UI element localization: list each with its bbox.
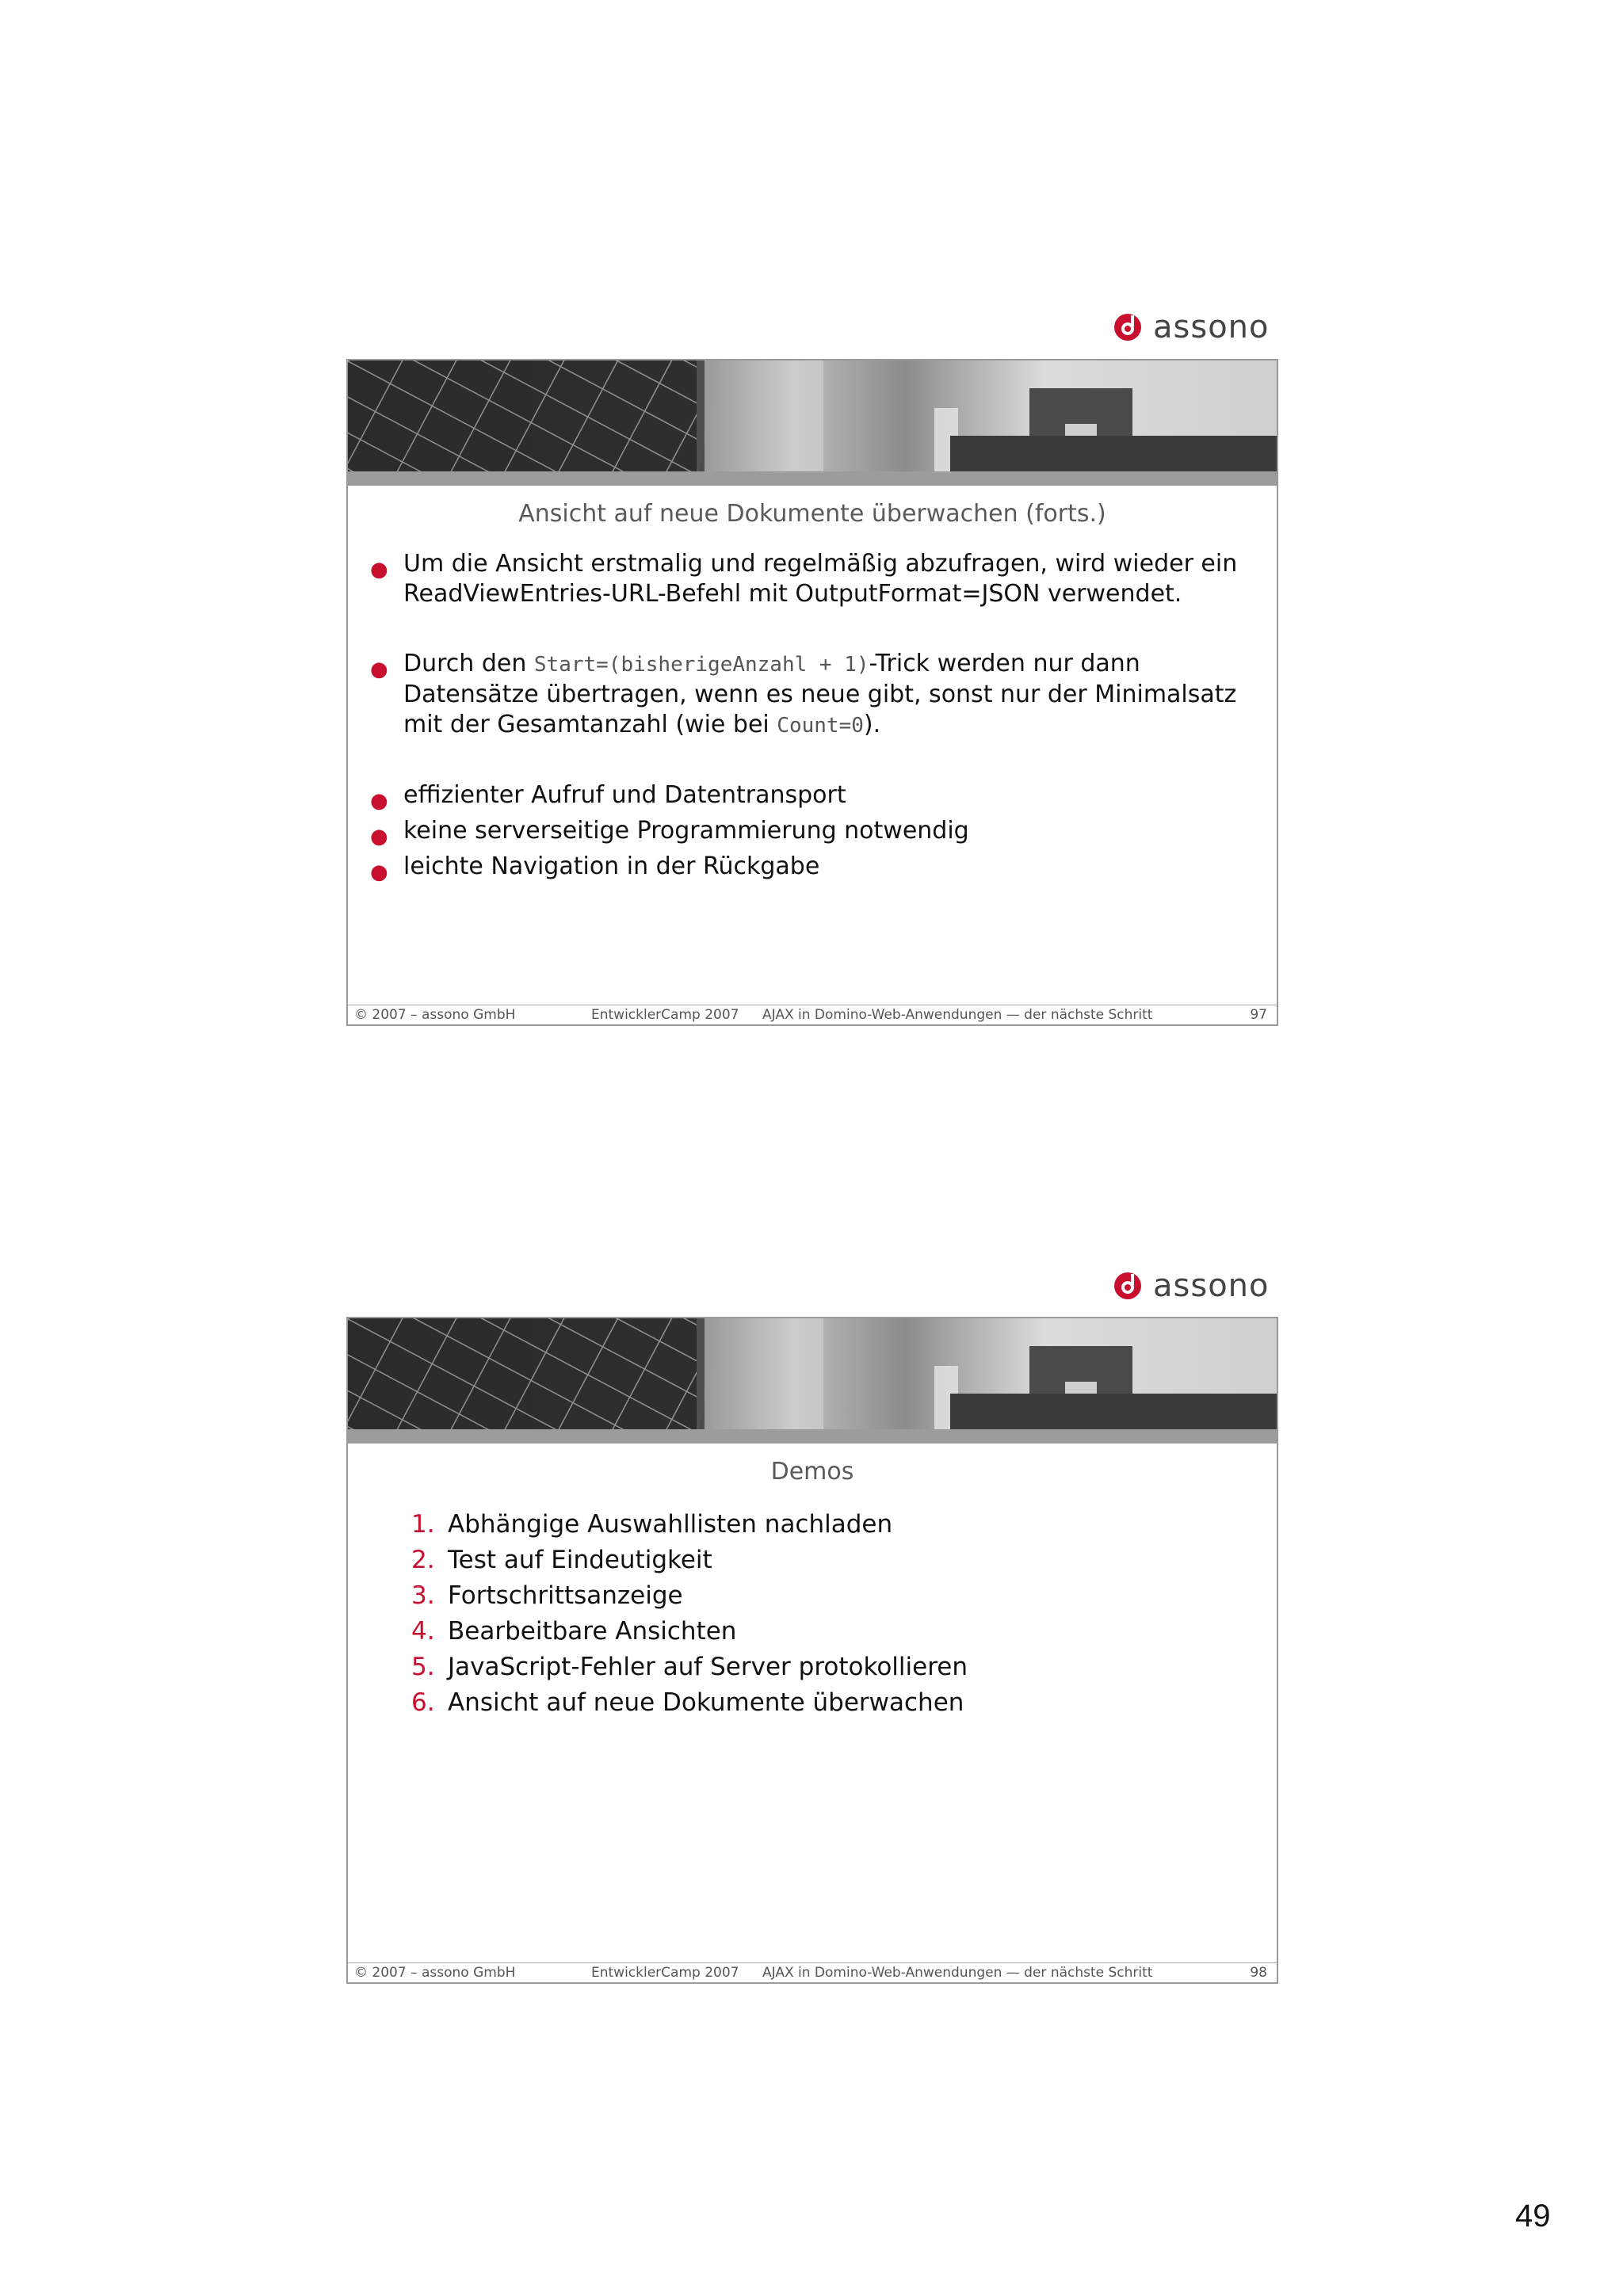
list-item: 1. Abhängige Auswahllisten nachladen [411, 1510, 893, 1539]
bullet-item: ● effizienter Aufruf und Datentransport [365, 780, 1245, 810]
footer-copyright: © 2007 – assono GmbH [354, 1007, 516, 1023]
assono-wordmark: assono [1153, 309, 1270, 345]
bullet-item: ● Um die Ansicht erstmalig und regelmäßig abzufragen, wird wieder ein ReadViewEntries-URL-Befehl mit OutputFormat=JSON verwendet. [370, 550, 1238, 608]
footer-copyright: © 2007 – assono GmbH [354, 1965, 516, 1981]
bullet-dot-icon: ● [370, 789, 388, 813]
list-item: 3. Fortschrittsanzeige [411, 1581, 683, 1610]
code-snippet: Start=(bisherigeAnzahl + 1) [533, 653, 869, 677]
footer-talk: AJAX in Domino-Web-Anwendungen — der nächste Schritt [762, 1965, 1153, 1981]
list-item: 4. Bearbeitbare Ansichten [411, 1617, 737, 1646]
bullet-item: ● leichte Navigation in der Rückgabe [365, 852, 1245, 882]
list-item: 5. JavaScript-Fehler auf Server protokollieren [411, 1653, 968, 1681]
code-snippet: Count=0 [777, 714, 864, 738]
footer-event: EntwicklerCamp 2007 [591, 1007, 739, 1023]
assono-logo [1113, 1268, 1270, 1304]
list-item: 2. Test auf Eindeutigkeit [411, 1546, 712, 1574]
bullet-dot-icon: ● [370, 658, 388, 681]
page-number: 49 [1515, 2199, 1551, 2233]
footer-slide-number: 98 [1250, 1965, 1267, 1981]
footer-slide-number: 97 [1250, 1007, 1267, 1023]
list-item: 6. Ansicht auf neue Dokumente überwachen [411, 1688, 964, 1717]
assono-mark-icon [1113, 313, 1142, 341]
slide-97 [346, 359, 1278, 1026]
bullet-item: ● Durch den Start=(bisherigeAnzahl + 1)-Trick werden nur dann Datensätze übertragen, wenn es neue gibt, sonst nur der Minimalsatz mit der Gesamtanzahl (wie bei Count=0). [370, 650, 1237, 738]
demo-list [411, 1507, 968, 1721]
bullet-list [365, 549, 1245, 882]
assono-mark-icon [1113, 1272, 1142, 1300]
banner-image [348, 1318, 1277, 1444]
assono-wordmark: assono [1153, 1268, 1270, 1304]
slide-98 [346, 1317, 1278, 1984]
bullet-dot-icon: ● [370, 860, 388, 884]
bullet-dot-icon: ● [370, 558, 388, 582]
footer-talk: AJAX in Domino-Web-Anwendungen — der nächste Schritt [762, 1007, 1153, 1023]
bullet-dot-icon: ● [370, 825, 388, 849]
slide-title: Demos [770, 1458, 854, 1486]
assono-logo [1113, 309, 1270, 345]
bullet-item: ● keine serverseitige Programmierung notwendig [365, 816, 1245, 846]
banner-image [348, 360, 1277, 486]
footer-event: EntwicklerCamp 2007 [591, 1965, 739, 1981]
slide-footer [348, 1962, 1277, 1982]
slide-footer [348, 1005, 1277, 1024]
slide-title: Ansicht auf neue Dokumente überwachen (forts.) [518, 500, 1106, 528]
